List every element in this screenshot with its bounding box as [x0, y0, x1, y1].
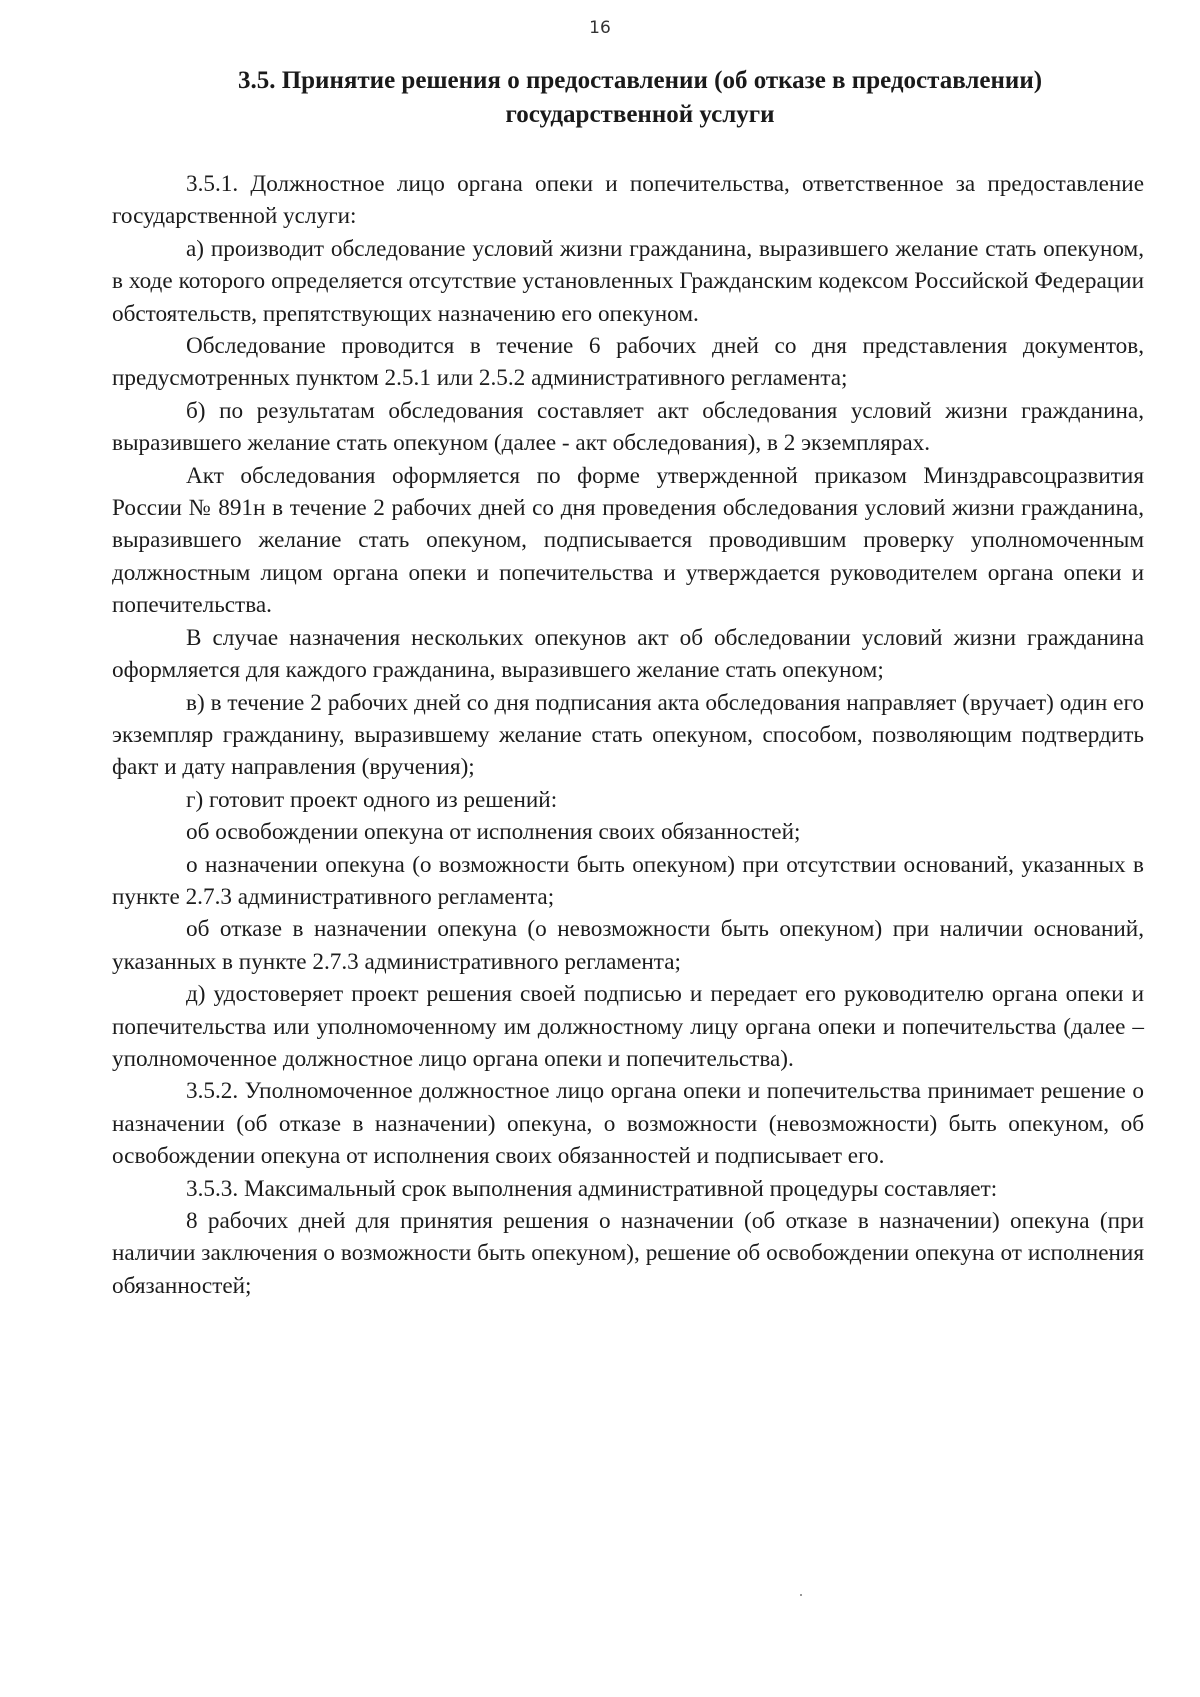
- paragraph-decision-refuse: об отказе в назначении опекуна (о невозможности быть опекуном) при наличии оснований, указанных в пункте 2.7.3 административного регламента;: [112, 916, 1144, 975]
- section-title-line-1: 3.5. Принятие решения о предоставлении (об отказе в предоставлении): [237, 67, 1043, 94]
- paragraph-item-v: в) в течение 2 рабочих дней со дня подписания акта обследования направляет (вручает) один его экземпляр гражданину, выразившему желание стать опекуном, способом, позволяющим подтвердить факт и дату направления (вручения);: [112, 689, 1144, 781]
- paragraph-inspection-act: Акт обследования оформляется по форме утвержденной приказом Минздравсоцразвития России № 891н в течение 2 рабочих дней со дня проведения обследования условий жизни гражданина, выразившего желание стать опекуном, подписывается проводившим проверку уполномоченным должностным лицом органа опеки и попечительства и утверждается руководителем органа опеки и попечительства.: [112, 462, 1144, 619]
- section-title-line-2: государственной услуги: [505, 101, 775, 128]
- paragraph-item-g: г) готовит проект одного из решений:: [186, 786, 558, 813]
- paragraph-max-term: 8 рабочих дней для принятия решения о назначении (об отказе в назначении) опекуна (при наличии заключения о возможности быть опекуном), решение об освобождении опекуна от исполнения обязанностей;: [112, 1208, 1144, 1299]
- paragraph-several-guardians: В случае назначения нескольких опекунов акт об обследовании условий жизни гражданина оформляется для каждого гражданина, выразившего желание стать опекуном;: [112, 624, 1144, 684]
- paragraph-item-a: а) производит обследование условий жизни гражданина, выразившего желание стать опекуном, в ходе которого определяется отсутствие установленных Гражданским кодексом Российской Федерации обстоятельств, препятствующих назначению его опекуном.: [112, 235, 1144, 327]
- paragraph-3-5-2: 3.5.2. Уполномоченное должностное лицо органа опеки и попечительства принимает решение о назначении (об отказе в назначении) опекуна, о возможности (невозможности) быть опекуном, об освобождении опекуна от исполнения своих обязанностей и подписывает его.: [112, 1078, 1144, 1170]
- document-body: [112, 168, 1144, 1302]
- paragraph-inspection-term: Обследование проводится в течение 6 рабочих дней со дня представления документов, предусмотренных пунктом 2.5.1 или 2.5.2 административного регламента;: [112, 333, 1144, 392]
- paragraph-decision-release: об освобождении опекуна от исполнения своих обязанностей;: [186, 819, 801, 846]
- section-title: [150, 64, 1130, 132]
- page-number: 16: [589, 18, 611, 38]
- paragraph-3-5-3: 3.5.3. Максимальный срок выполнения административной процедуры составляет:: [186, 1175, 998, 1202]
- paragraph-item-b: б) по результатам обследования составляет акт обследования условий жизни гражданина, выразившего желание стать опекуном (далее - акт обследования), в 2 экземплярах.: [112, 397, 1144, 457]
- paragraph-3-5-1: 3.5.1. Должностное лицо органа опеки и попечительства, ответственное за предоставление государственной услуги:: [112, 171, 1144, 230]
- scan-speck: [800, 1594, 802, 1596]
- paragraph-item-d: д) удостоверяет проект решения своей подписью и передает его руководителю органа опеки и попечительства или уполномоченному им должностному лицу органа опеки и попечительства (далее – уполномоченное должностное лицо органа опеки и попечительства).: [112, 981, 1144, 1072]
- paragraph-decision-appoint: о назначении опекуна (о возможности быть опекуном) при отсутствии оснований, указанных в пункте 2.7.3 административного регламента;: [112, 851, 1144, 910]
